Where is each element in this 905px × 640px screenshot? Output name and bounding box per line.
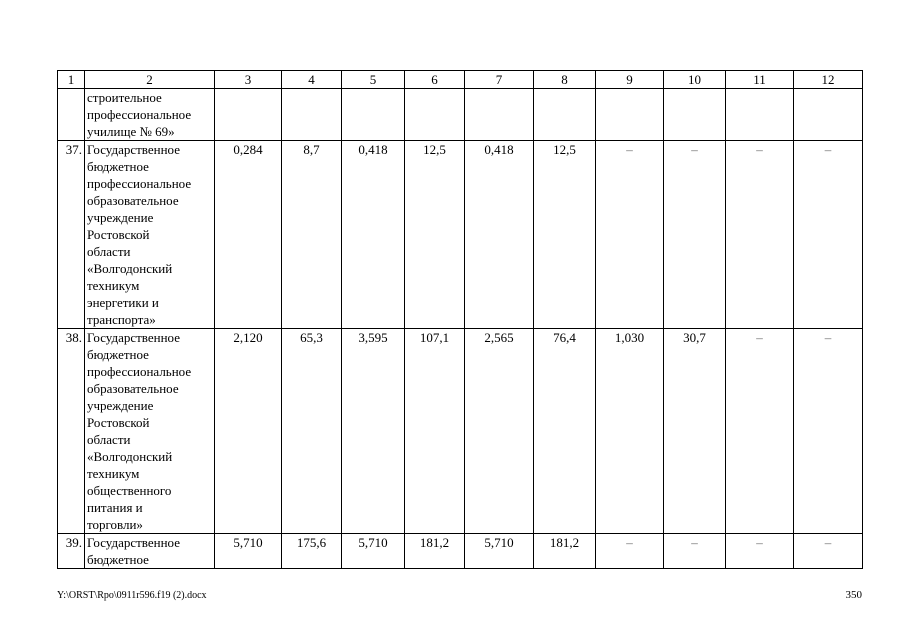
table-body — [58, 71, 863, 569]
cell: 5,710 — [342, 534, 405, 569]
col-header-9: 9 — [596, 71, 664, 89]
cell: – — [794, 329, 863, 534]
cell: 3,595 — [342, 329, 405, 534]
cell: 2,565 — [465, 329, 534, 534]
col-header-2: 2 — [85, 71, 215, 89]
cell: – — [596, 534, 664, 569]
cell — [465, 89, 534, 141]
row-number: 37. — [58, 141, 85, 329]
cell: 1,030 — [596, 329, 664, 534]
cell — [405, 89, 465, 141]
cell: 0,418 — [342, 141, 405, 329]
col-header-7: 7 — [465, 71, 534, 89]
table-row — [58, 89, 863, 141]
footer-file-path: Y:\ORST\Rpo\0911r596.f19 (2).docx — [57, 590, 207, 601]
cell: – — [664, 534, 726, 569]
cell — [726, 89, 794, 141]
cell: 12,5 — [405, 141, 465, 329]
cell: 181,2 — [405, 534, 465, 569]
row-number — [58, 89, 85, 141]
cell — [794, 89, 863, 141]
cell: 5,710 — [465, 534, 534, 569]
cell — [282, 89, 342, 141]
col-header-10: 10 — [664, 71, 726, 89]
cell: 76,4 — [534, 329, 596, 534]
cell: 181,2 — [534, 534, 596, 569]
col-header-12: 12 — [794, 71, 863, 89]
cell: 5,710 — [215, 534, 282, 569]
col-header-1: 1 — [58, 71, 85, 89]
col-header-8: 8 — [534, 71, 596, 89]
cell — [664, 89, 726, 141]
cell: 30,7 — [664, 329, 726, 534]
header-row — [58, 71, 863, 89]
cell: – — [664, 141, 726, 329]
data-table — [57, 70, 863, 569]
cell: – — [726, 329, 794, 534]
cell: – — [726, 534, 794, 569]
cell: 65,3 — [282, 329, 342, 534]
cell — [215, 89, 282, 141]
cell: 107,1 — [405, 329, 465, 534]
cell: 0,418 — [465, 141, 534, 329]
page-number: 350 — [845, 589, 862, 601]
cell — [596, 89, 664, 141]
table-row — [58, 534, 863, 569]
cell: – — [596, 141, 664, 329]
col-header-4: 4 — [282, 71, 342, 89]
cell: – — [726, 141, 794, 329]
cell: 12,5 — [534, 141, 596, 329]
cell: 175,6 — [282, 534, 342, 569]
row-name: Государственное бюджетное профессиональное образовательное учреждение Ростовской области «Волгодонский техникум общественного питания и торговли» — [85, 329, 215, 534]
row-name: Государственное бюджетное профессиональное образовательное учреждение Ростовской области «Волгодонский техникум энергетики и транспорта» — [85, 141, 215, 329]
table-row — [58, 141, 863, 329]
row-name: строительное профессиональное училище № 69» — [85, 89, 215, 141]
cell: – — [794, 534, 863, 569]
col-header-11: 11 — [726, 71, 794, 89]
cell: – — [794, 141, 863, 329]
cell — [342, 89, 405, 141]
col-header-3: 3 — [215, 71, 282, 89]
row-name: Государственное бюджетное — [85, 534, 215, 569]
col-header-5: 5 — [342, 71, 405, 89]
row-number: 39. — [58, 534, 85, 569]
cell: 0,284 — [215, 141, 282, 329]
cell: 8,7 — [282, 141, 342, 329]
col-header-6: 6 — [405, 71, 465, 89]
row-number: 38. — [58, 329, 85, 534]
cell — [534, 89, 596, 141]
table-row — [58, 329, 863, 534]
cell: 2,120 — [215, 329, 282, 534]
